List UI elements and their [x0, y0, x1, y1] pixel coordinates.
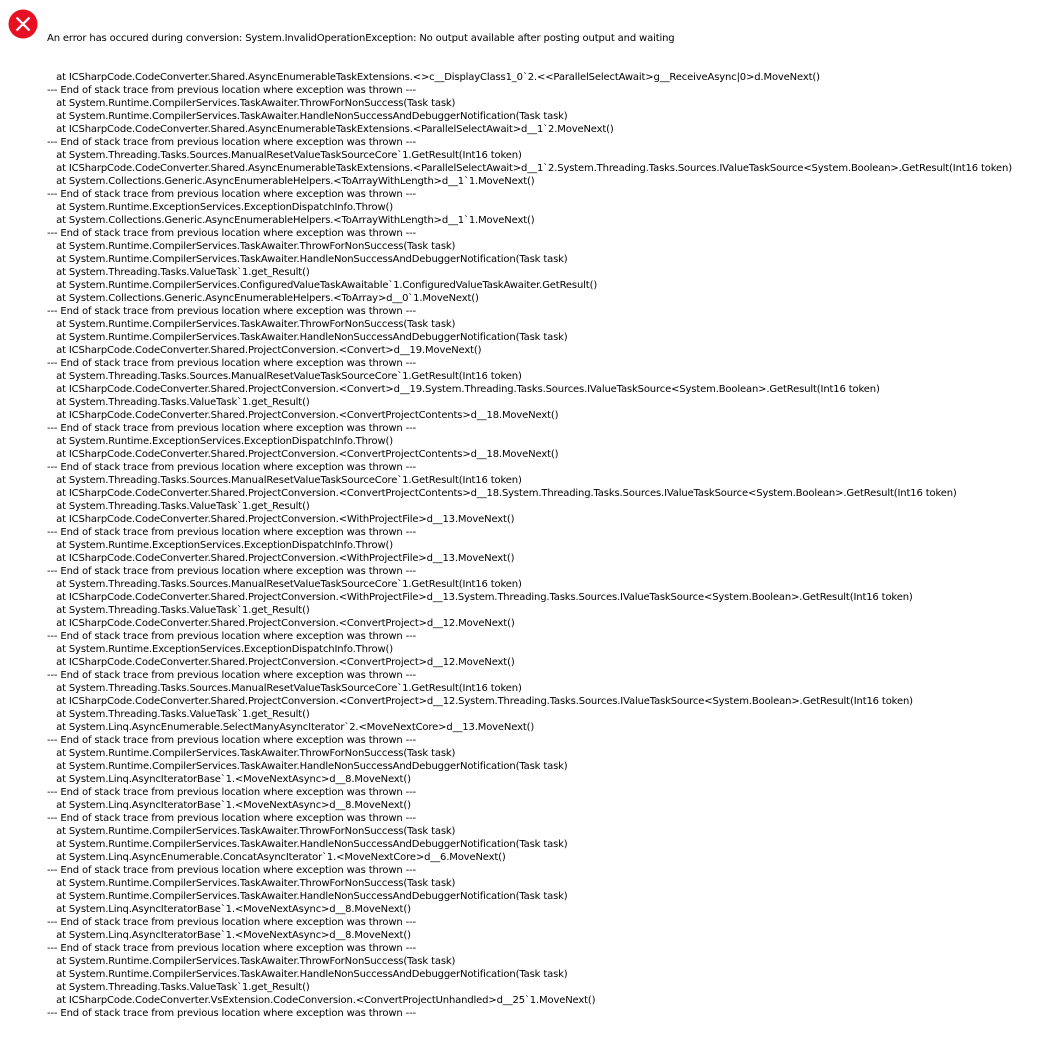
stack-trace-line: --- End of stack trace from previous location where exception was thrown --- [47, 787, 416, 798]
stack-trace-line: at System.Runtime.CompilerServices.ConfiguredValueTaskAwaitable`1.ConfiguredValueTaskAwaiter.GetResult() [47, 280, 598, 291]
stack-trace-line: --- End of stack trace from previous location where exception was thrown --- [47, 813, 416, 824]
stack-trace-line: at System.Runtime.CompilerServices.TaskAwaiter.ThrowForNonSuccess(Task task) [47, 319, 456, 330]
stack-trace-line: --- End of stack trace from previous location where exception was thrown --- [47, 527, 416, 538]
stack-trace-line: at ICSharpCode.CodeConverter.Shared.ProjectConversion.<WithProjectFile>d__13.System.Threading.Tasks.Sources.IValueTaskSource<System.Boolean>.GetResult(Int16 token) [47, 592, 913, 603]
stack-trace-line: at ICSharpCode.CodeConverter.VsExtension.CodeConversion.<ConvertProjectUnhandled>d__25`1.MoveNext() [47, 995, 596, 1006]
stack-trace-line: --- End of stack trace from previous location where exception was thrown --- [47, 85, 416, 96]
stack-trace-line: at ICSharpCode.CodeConverter.Shared.AsyncEnumerableTaskExtensions.<ParallelSelectAwait>d__1`2.System.Threading.Tasks.Sources.IValueTaskSource<System.Boolean>.GetResult(Int16 token) [47, 163, 1012, 174]
stack-trace-line: at System.Runtime.CompilerServices.TaskAwaiter.HandleNonSuccessAndDebuggerNotification(Task task) [47, 254, 568, 265]
stack-trace-line: at System.Runtime.CompilerServices.TaskAwaiter.HandleNonSuccessAndDebuggerNotification(Task task) [47, 761, 568, 772]
stack-trace-line: at ICSharpCode.CodeConverter.Shared.ProjectConversion.<Convert>d__19.MoveNext() [47, 345, 482, 356]
stack-trace-line: --- End of stack trace from previous location where exception was thrown --- [47, 462, 416, 473]
stack-trace-line: --- End of stack trace from previous location where exception was thrown --- [47, 1008, 416, 1019]
stack-trace-line: at System.Runtime.CompilerServices.TaskAwaiter.ThrowForNonSuccess(Task task) [47, 826, 456, 837]
stack-trace-line: at System.Runtime.ExceptionServices.ExceptionDispatchInfo.Throw() [47, 436, 394, 447]
stack-trace-line: at System.Threading.Tasks.Sources.ManualResetValueTaskSourceCore`1.GetResult(Int16 token) [47, 150, 522, 161]
stack-trace-line: at System.Runtime.CompilerServices.TaskAwaiter.ThrowForNonSuccess(Task task) [47, 956, 456, 967]
stack-trace-line: at ICSharpCode.CodeConverter.Shared.ProjectConversion.<ConvertProject>d__12.MoveNext() [47, 618, 515, 629]
stack-trace-line: at System.Runtime.CompilerServices.TaskAwaiter.ThrowForNonSuccess(Task task) [47, 241, 456, 252]
stack-trace-line: at System.Runtime.ExceptionServices.ExceptionDispatchInfo.Throw() [47, 202, 394, 213]
stack-trace-line: at System.Threading.Tasks.ValueTask`1.get_Result() [47, 709, 310, 720]
stack-trace-line: at ICSharpCode.CodeConverter.Shared.ProjectConversion.<ConvertProjectContents>d__18.MoveNext() [47, 410, 559, 421]
stack-trace-line: at System.Runtime.CompilerServices.TaskAwaiter.HandleNonSuccessAndDebuggerNotification(Task task) [47, 111, 568, 122]
stack-trace-line: --- End of stack trace from previous location where exception was thrown --- [47, 943, 416, 954]
stack-trace-line: at System.Threading.Tasks.ValueTask`1.get_Result() [47, 605, 310, 616]
stack-trace-line: at System.Runtime.CompilerServices.TaskAwaiter.HandleNonSuccessAndDebuggerNotification(Task task) [47, 969, 568, 980]
stack-trace-line: --- End of stack trace from previous location where exception was thrown --- [47, 670, 416, 681]
stack-trace-line: --- End of stack trace from previous location where exception was thrown --- [47, 228, 416, 239]
error-icon-graphic [8, 9, 38, 39]
stack-trace-line: at ICSharpCode.CodeConverter.Shared.ProjectConversion.<ConvertProjectContents>d__18.System.Threading.Tasks.Sources.IValueTaskSource<System.Boolean>.GetResult(Int16 token) [47, 488, 957, 499]
stack-trace-line: at ICSharpCode.CodeConverter.Shared.AsyncEnumerableTaskExtensions.<>c__DisplayClass1_0`2.<<ParallelSelectAwait>g__ReceiveAsync|0>d.MoveNext() [47, 72, 820, 83]
stack-trace-line: at System.Runtime.CompilerServices.TaskAwaiter.ThrowForNonSuccess(Task task) [47, 878, 456, 889]
stack-trace-line: at System.Linq.AsyncIteratorBase`1.<MoveNextAsync>d__8.MoveNext() [47, 904, 411, 915]
stack-trace-line: at System.Runtime.CompilerServices.TaskAwaiter.ThrowForNonSuccess(Task task) [47, 98, 456, 109]
error-header: An error has occured during conversion: System.InvalidOperationException: No output available after posting output and waiting [47, 33, 675, 44]
stack-trace-line: at ICSharpCode.CodeConverter.Shared.ProjectConversion.<ConvertProject>d__12.MoveNext() [47, 657, 515, 668]
stack-trace-line: at System.Linq.AsyncIteratorBase`1.<MoveNextAsync>d__8.MoveNext() [47, 930, 411, 941]
stack-trace-line: at System.Linq.AsyncIteratorBase`1.<MoveNextAsync>d__8.MoveNext() [47, 800, 411, 811]
stack-trace-line: --- End of stack trace from previous location where exception was thrown --- [47, 137, 416, 148]
stack-trace-line: at System.Runtime.CompilerServices.TaskAwaiter.HandleNonSuccessAndDebuggerNotification(Task task) [47, 332, 568, 343]
stack-trace-line: at System.Threading.Tasks.ValueTask`1.get_Result() [47, 501, 310, 512]
stack-trace-line: at System.Threading.Tasks.Sources.ManualResetValueTaskSourceCore`1.GetResult(Int16 token) [47, 475, 522, 486]
stack-trace-line: at System.Runtime.CompilerServices.TaskAwaiter.HandleNonSuccessAndDebuggerNotification(Task task) [47, 839, 568, 850]
stack-trace-line: --- End of stack trace from previous location where exception was thrown --- [47, 865, 416, 876]
stack-trace-line: at System.Runtime.CompilerServices.TaskAwaiter.HandleNonSuccessAndDebuggerNotification(Task task) [47, 891, 568, 902]
stack-trace-line: at System.Threading.Tasks.ValueTask`1.get_Result() [47, 397, 310, 408]
stack-trace-line: at System.Threading.Tasks.Sources.ManualResetValueTaskSourceCore`1.GetResult(Int16 token) [47, 683, 522, 694]
stack-trace-line: at ICSharpCode.CodeConverter.Shared.ProjectConversion.<Convert>d__19.System.Threading.Tasks.Sources.IValueTaskSource<System.Boolean>.GetResult(Int16 token) [47, 384, 880, 395]
stack-trace-line: at ICSharpCode.CodeConverter.Shared.ProjectConversion.<WithProjectFile>d__13.MoveNext() [47, 553, 515, 564]
stack-trace-line: at System.Threading.Tasks.ValueTask`1.get_Result() [47, 267, 310, 278]
error-message [47, 6, 1053, 1046]
stack-trace-line: at System.Runtime.ExceptionServices.ExceptionDispatchInfo.Throw() [47, 644, 394, 655]
stack-trace-line: --- End of stack trace from previous location where exception was thrown --- [47, 631, 416, 642]
stack-trace [47, 71, 1053, 1020]
stack-trace-line: at System.Linq.AsyncIteratorBase`1.<MoveNextAsync>d__8.MoveNext() [47, 774, 411, 785]
stack-trace-line: at System.Collections.Generic.AsyncEnumerableHelpers.<ToArrayWithLength>d__1`1.MoveNext() [47, 176, 535, 187]
stack-trace-line: --- End of stack trace from previous location where exception was thrown --- [47, 423, 416, 434]
stack-trace-line: --- End of stack trace from previous location where exception was thrown --- [47, 358, 416, 369]
stack-trace-line: --- End of stack trace from previous location where exception was thrown --- [47, 189, 416, 200]
stack-trace-line: at System.Runtime.ExceptionServices.ExceptionDispatchInfo.Throw() [47, 540, 394, 551]
stack-trace-line: at System.Threading.Tasks.Sources.ManualResetValueTaskSourceCore`1.GetResult(Int16 token) [47, 371, 522, 382]
stack-trace-line: at System.Linq.AsyncEnumerable.ConcatAsyncIterator`1.<MoveNextCore>d__6.MoveNext() [47, 852, 506, 863]
stack-trace-line: at ICSharpCode.CodeConverter.Shared.ProjectConversion.<ConvertProject>d__12.System.Threading.Tasks.Sources.IValueTaskSource<System.Boolean>.GetResult(Int16 token) [47, 696, 913, 707]
stack-trace-line: --- End of stack trace from previous location where exception was thrown --- [47, 566, 416, 577]
stack-trace-line: --- End of stack trace from previous location where exception was thrown --- [47, 735, 416, 746]
stack-trace-line: at System.Collections.Generic.AsyncEnumerableHelpers.<ToArray>d__0`1.MoveNext() [47, 293, 479, 304]
stack-trace-line: at ICSharpCode.CodeConverter.Shared.ProjectConversion.<WithProjectFile>d__13.MoveNext() [47, 514, 515, 525]
stack-trace-line: at System.Linq.AsyncEnumerable.SelectManyAsyncIterator`2.<MoveNextCore>d__13.MoveNext() [47, 722, 535, 733]
error-icon [8, 9, 38, 39]
stack-trace-line: at System.Collections.Generic.AsyncEnumerableHelpers.<ToArrayWithLength>d__1`1.MoveNext() [47, 215, 535, 226]
stack-trace-line: at System.Threading.Tasks.Sources.ManualResetValueTaskSourceCore`1.GetResult(Int16 token) [47, 579, 522, 590]
stack-trace-line: --- End of stack trace from previous location where exception was thrown --- [47, 306, 416, 317]
stack-trace-line: --- End of stack trace from previous location where exception was thrown --- [47, 917, 416, 928]
stack-trace-line: at ICSharpCode.CodeConverter.Shared.ProjectConversion.<ConvertProjectContents>d__18.MoveNext() [47, 449, 559, 460]
stack-trace-line: at System.Threading.Tasks.ValueTask`1.get_Result() [47, 982, 310, 993]
stack-trace-line: at ICSharpCode.CodeConverter.Shared.AsyncEnumerableTaskExtensions.<ParallelSelectAwait>d__1`2.MoveNext() [47, 124, 614, 135]
stack-trace-line: at System.Runtime.CompilerServices.TaskAwaiter.ThrowForNonSuccess(Task task) [47, 748, 456, 759]
